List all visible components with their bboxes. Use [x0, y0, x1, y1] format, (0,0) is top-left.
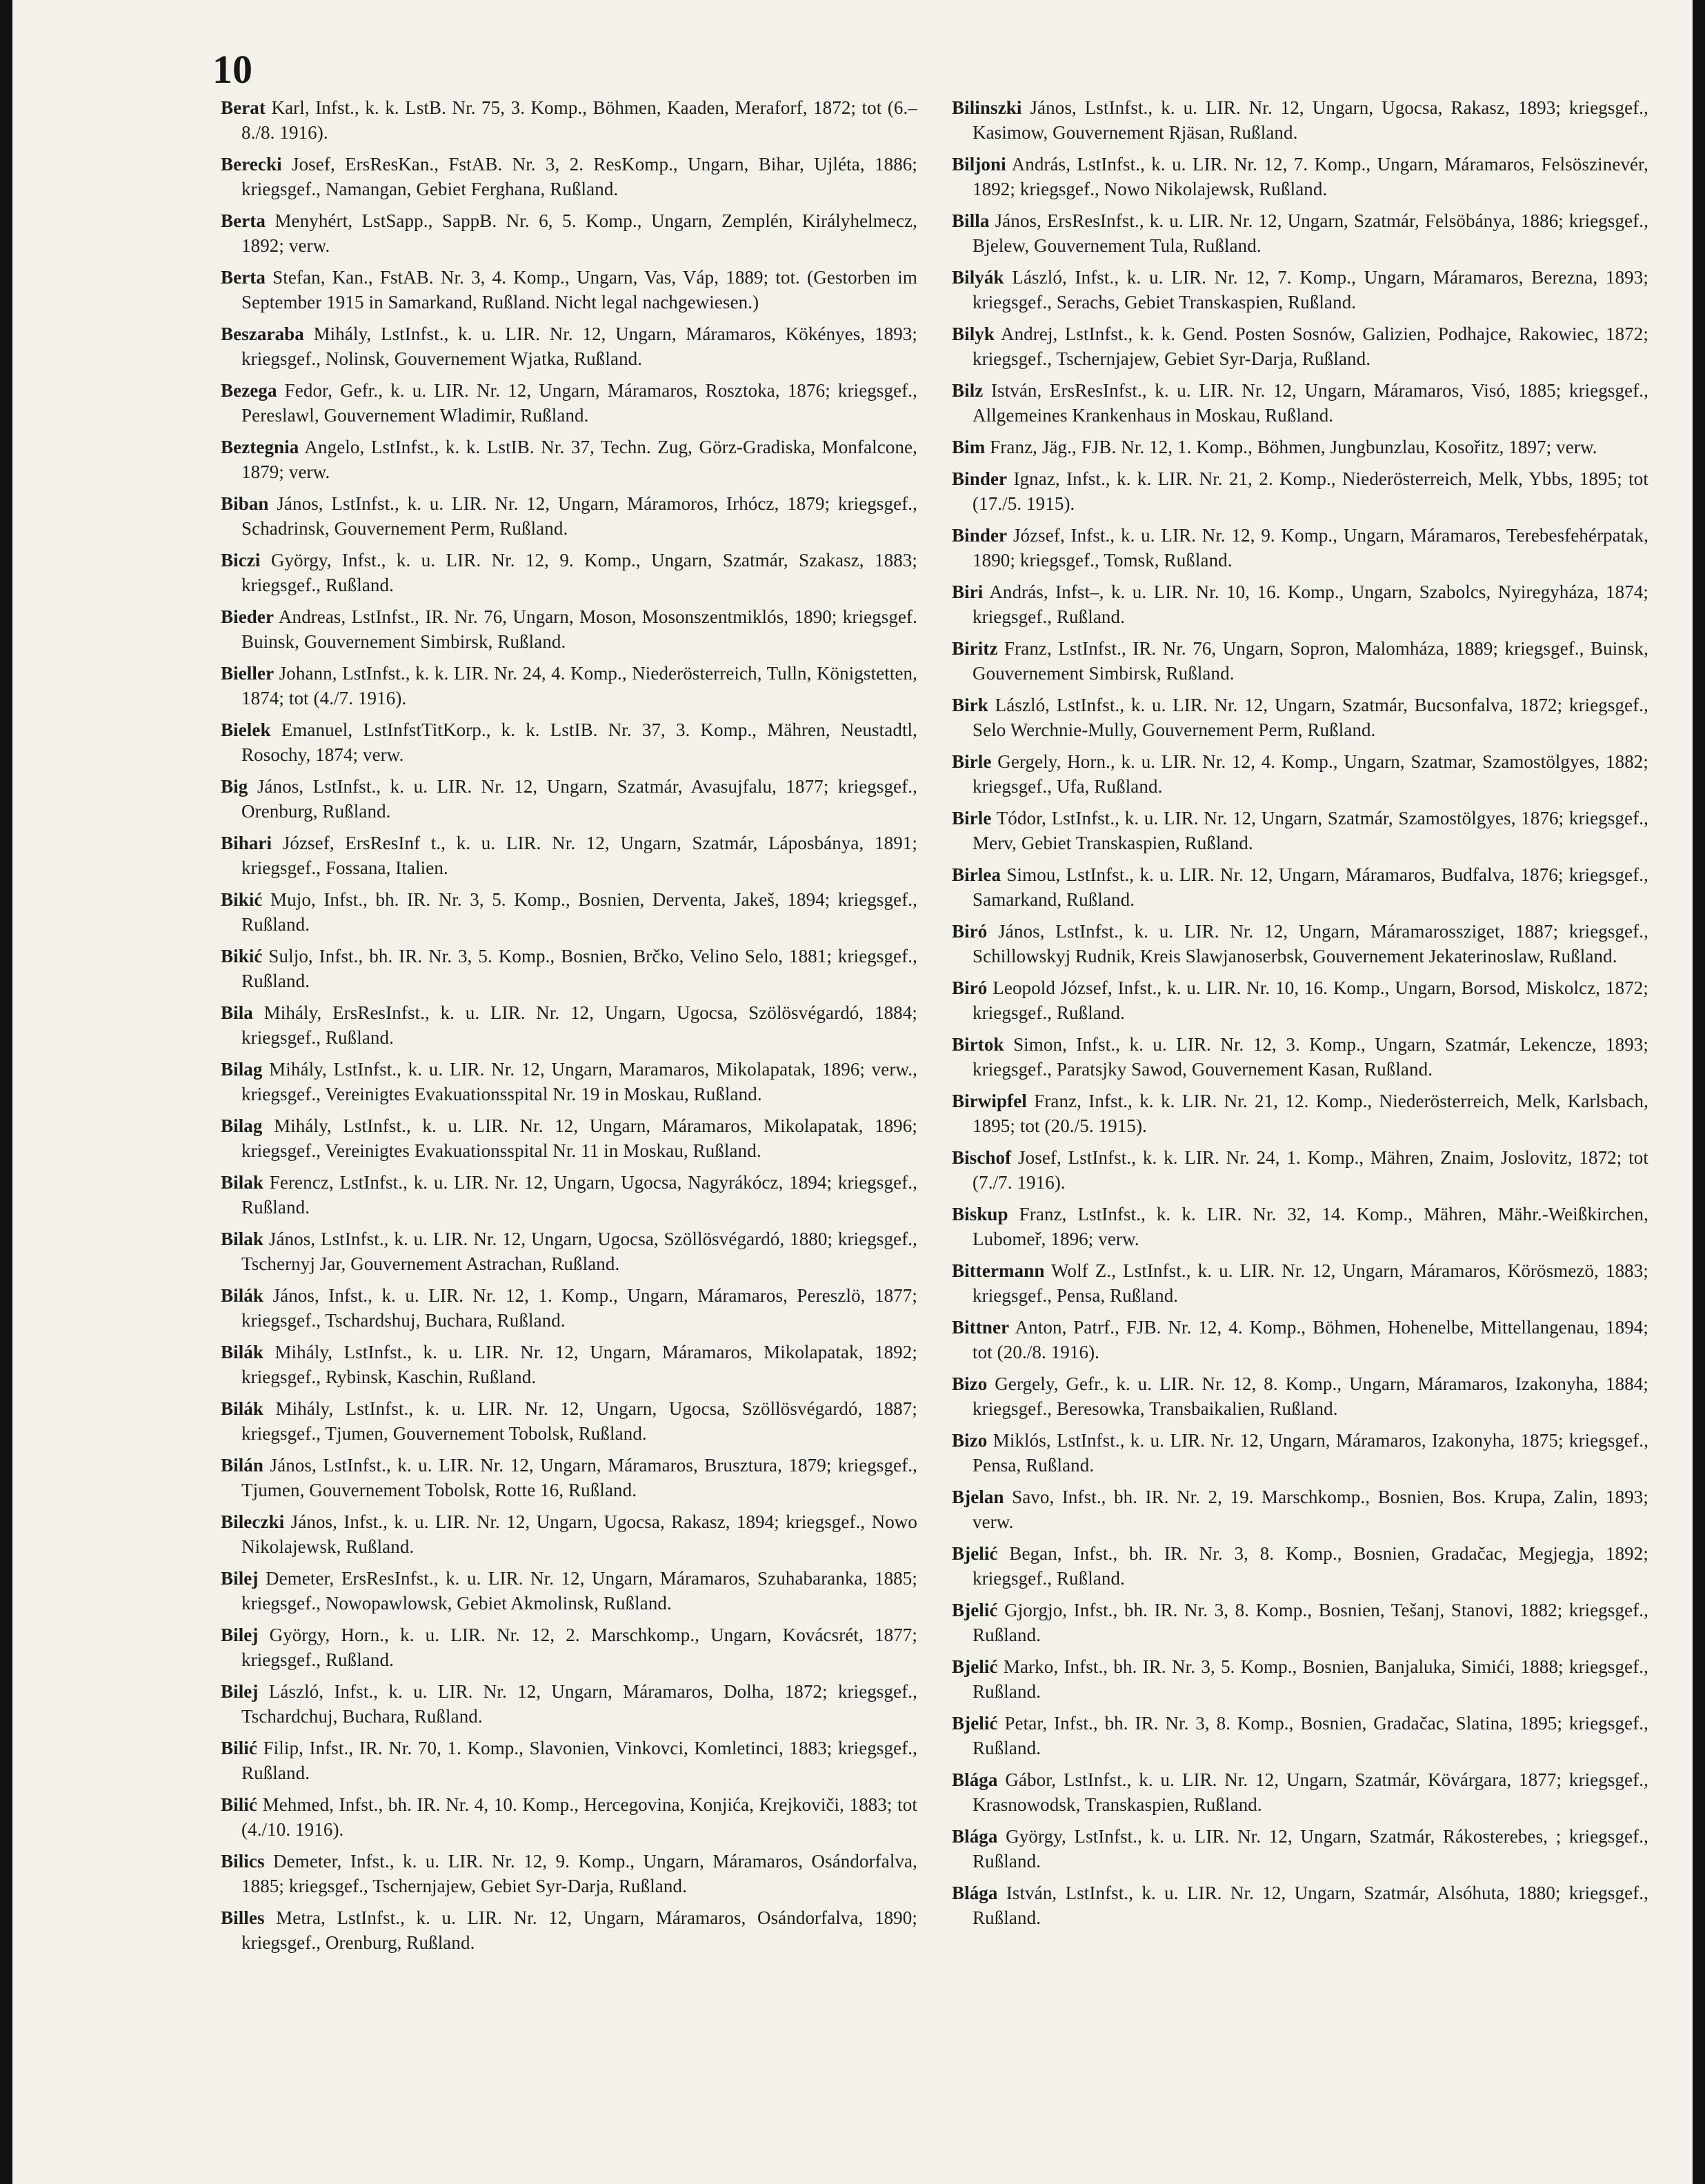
entry-text: Simon, Infst., k. u. LIR. Nr. 12, 3. Komp., Ungarn, Szatmár, Lekencze, 1893; kriegsgef., Paratsjky Sawod, Gouvernement Kasan, Rußland.: [973, 1034, 1649, 1080]
entry-text: Franz, LstInfst., k. k. LIR. Nr. 32, 14. Komp., Mähren, Mähr.-Weißkirchen, Lubomeř, 1896; verw.: [973, 1204, 1648, 1249]
entry-text: Karl, Infst., k. k. LstB. Nr. 75, 3. Komp., Böhmen, Kaaden, Meraforf, 1872; tot (6.–8./8. 1916).: [241, 97, 917, 143]
entry-text: Mihály, LstInfst., k. u. LIR. Nr. 12, Ungarn, Máramaros, Mikolapatak, 1892; kriegsgef., Rybinsk, Kaschin, Rußland.: [241, 1342, 917, 1387]
entry-text: Johann, LstInfst., k. k. LIR. Nr. 24, 4. Komp., Niederösterreich, Tulln, Königstetten, 1874; tot (4./7. 1916).: [241, 663, 917, 708]
entry-surname: Biró: [952, 977, 988, 998]
list-entry: [221, 831, 917, 880]
list-entry: [221, 378, 917, 428]
list-entry: [221, 1057, 917, 1106]
entry-surname: Bittermann: [952, 1260, 1045, 1281]
list-entry: [952, 693, 1648, 742]
list-entry: [221, 944, 917, 993]
entry-text: István, LstInfst., k. u. LIR. Nr. 12, Ungarn, Szatmár, Alsóhuta, 1880; kriegsgef., Rußland.: [973, 1883, 1648, 1928]
entry-text: Miklós, LstInfst., k. u. LIR. Nr. 12, Ungarn, Máramaros, Izakonyha, 1875; kriegsgef., Pensa, Rußland.: [973, 1430, 1648, 1476]
entry-surname: Berat: [221, 97, 266, 118]
entry-text: Demeter, Infst., k. u. LIR. Nr. 12, 9. Komp., Ungarn, Máramaros, Osándorfalva, 1885; kriegsgef., Tschernjajew, Gebiet Syr-Darja, Rußland.: [241, 1851, 917, 1896]
right-column: [952, 95, 1648, 1937]
list-entry: [952, 265, 1648, 315]
list-entry: [221, 1227, 917, 1276]
entry-surname: Bjelić: [952, 1600, 998, 1620]
entry-surname: Berta: [221, 210, 266, 231]
entry-surname: Bittner: [952, 1317, 1010, 1338]
list-entry: [952, 636, 1648, 686]
entry-text: János, LstInfst., k. u. LIR. Nr. 12, Ungarn, Máramaros, Brusztura, 1879; kriegsgef., Tjumen, Gouvernement Tobolsk, Rotte 16, Rußland.: [241, 1455, 917, 1500]
entry-surname: Birlea: [952, 864, 1001, 885]
entry-surname: Bilić: [221, 1794, 257, 1815]
entry-surname: Blága: [952, 1883, 998, 1903]
entry-surname: Bilinszki: [952, 97, 1022, 118]
entry-text: Gergely, Gefr., k. u. LIR. Nr. 12, 8. Komp., Ungarn, Máramaros, Izakonyha, 1884; kriegsgef., Beresowka, Transbaikalien, Rußland.: [973, 1373, 1648, 1419]
entry-text: Demeter, ErsResInfst., k. u. LIR. Nr. 12, Ungarn, Máramaros, Szuhabaranka, 1885; kriegsgef., Nowopawlowsk, Gebiet Akmolinsk, Rußland.: [241, 1568, 917, 1614]
entry-surname: Birk: [952, 695, 988, 715]
entry-text: Petar, Infst., bh. IR. Nr. 3, 8. Komp., Bosnien, Gradačac, Slatina, 1895; kriegsgef., Rußland.: [973, 1713, 1648, 1758]
entry-text: Metra, LstInfst., k. u. LIR. Nr. 12, Ungarn, Máramaros, Osándorfalva, 1890; kriegsgef., Orenburg, Rußland.: [241, 1907, 917, 1953]
entry-text: István, ErsResInfst., k. u. LIR. Nr. 12, Ungarn, Máramaros, Visó, 1885; kriegsgef., Allgemeines Krankenhaus in Moskau, Rußland.: [973, 380, 1648, 426]
list-entry: [952, 1315, 1648, 1364]
entry-surname: Bizo: [952, 1373, 988, 1394]
list-entry: [221, 1792, 917, 1842]
list-entry: [221, 208, 917, 258]
entry-surname: Bjelan: [952, 1487, 1004, 1507]
entry-surname: Billa: [952, 210, 990, 231]
entry-surname: Biri: [952, 582, 984, 602]
entry-text: János, LstInfst., k. u. LIR. Nr. 12, Ungarn, Ugocsa, Rakasz, 1893; kriegsgef., Kasimow, Gouvernement Rjäsan, Rußland.: [973, 97, 1648, 143]
list-entry: [952, 523, 1648, 573]
entry-surname: Bilag: [221, 1059, 263, 1080]
entry-text: Savo, Infst., bh. IR. Nr. 2, 19. Marschkomp., Bosnien, Bos. Krupa, Zalin, 1893; verw.: [973, 1487, 1648, 1532]
list-entry: [221, 265, 917, 315]
entry-text: Mehmed, Infst., bh. IR. Nr. 4, 10. Komp., Hercegovina, Konjića, Krejkoviči, 1883; tot (4./10. 1916).: [241, 1794, 917, 1840]
entry-surname: Bilyk: [952, 324, 995, 344]
list-entry: [221, 1849, 917, 1898]
entry-text: Josef, LstInfst., k. k. LIR. Nr. 24, 1. Komp., Mähren, Znaim, Joslovitz, 1872; tot (7./7. 1916).: [973, 1147, 1648, 1193]
entry-surname: Birle: [952, 808, 992, 828]
list-entry: [952, 806, 1648, 855]
entry-surname: Blága: [952, 1769, 998, 1790]
entry-text: Mihály, LstInfst., k. u. LIR. Nr. 12, Ungarn, Maramaros, Mikolapatak, 1896; verw., kriegsgef., Vereinigtes Evakuationsspital Nr. 19 in Moskau, Rußland.: [241, 1059, 917, 1104]
list-entry: [221, 548, 917, 597]
entry-text: György, Infst., k. u. LIR. Nr. 12, 9. Komp., Ungarn, Szatmár, Szakasz, 1883; kriegsgef., Rußland.: [241, 550, 917, 595]
entry-text: Gjorgjo, Infst., bh. IR. Nr. 3, 8. Komp., Bosnien, Tešanj, Stanovi, 1882; kriegsgef., Rußland.: [973, 1600, 1648, 1645]
entry-text: András, Infst–, k. u. LIR. Nr. 10, 16. Komp., Ungarn, Szabolcs, Nyiregyháza, 1874; kriegsgef., Rußland.: [973, 582, 1648, 627]
entry-text: Josef, ErsResKan., FstAB. Nr. 3, 2. ResKomp., Ungarn, Bihar, Ujléta, 1886; kriegsgef., Namangan, Gebiet Ferghana, Rußland.: [241, 154, 917, 199]
entry-text: Mihály, LstInfst., k. u. LIR. Nr. 12, Ungarn, Máramaros, Kökényes, 1893; kriegsgef., Nolinsk, Gouvernement Wjatka, Rußland.: [241, 324, 917, 369]
list-entry: [221, 1679, 917, 1729]
entry-surname: Bilák: [221, 1285, 264, 1306]
entry-text: András, LstInfst., k. u. LIR. Nr. 12, 7. Komp., Ungarn, Máramaros, Felsöszinevér, 1892; kriegsgef., Nowo Nikolajewsk, Rußland.: [973, 154, 1648, 199]
entry-text: János, LstInfst., k. u. LIR. Nr. 12, Ungarn, Szatmár, Avasujfalu, 1877; kriegsgef., Orenburg, Rußland.: [241, 776, 917, 822]
entry-surname: Bezega: [221, 380, 277, 401]
entry-text: Stefan, Kan., FstAB. Nr. 3, 4. Komp., Ungarn, Vas, Váp, 1889; tot. (Gestorben im September 1915 in Samarkand, Rußland. Nicht legal nachgewiesen.): [241, 267, 917, 312]
entry-text: János, LstInfst., k. u. LIR. Nr. 12, Ungarn, Máramarossziget, 1887; kriegsgef., Schillowskyj Rudnik, Kreis Slawjanoserbsk, Gouvernement Jekaterinoslaw, Rußland.: [973, 921, 1648, 966]
entry-surname: Bihari: [221, 833, 272, 853]
list-entry: [952, 1711, 1648, 1760]
entry-text: József, ErsResInf t., k. u. LIR. Nr. 12, Ungarn, Szatmár, Láposbánya, 1891; kriegsgef., Fossana, Italien.: [241, 833, 917, 878]
entry-surname: Bikić: [221, 946, 263, 966]
list-entry: [221, 95, 917, 145]
list-entry: [952, 95, 1648, 145]
list-entry: [952, 378, 1648, 428]
entry-surname: Bieder: [221, 606, 275, 627]
entry-surname: Berecki: [221, 154, 282, 175]
entry-text: Mihály, LstInfst., k. u. LIR. Nr. 12, Ungarn, Máramaros, Mikolapatak, 1896; kriegsgef., Vereinigtes Evakuationsspital Nr. 11 in Moskau, Rußland.: [241, 1115, 917, 1161]
entry-surname: Biban: [221, 493, 269, 514]
list-entry: [221, 152, 917, 201]
entry-surname: Beszaraba: [221, 324, 304, 344]
entry-text: János, LstInfst., k. u. LIR. Nr. 12, Ungarn, Máramoros, Irhócz, 1879; kriegsgef., Schadrinsk, Gouvernement Perm, Rußland.: [241, 493, 917, 539]
entry-surname: Bila: [221, 1002, 253, 1023]
entry-surname: Birle: [952, 751, 992, 772]
entry-surname: Berta: [221, 267, 266, 288]
list-entry: [952, 1824, 1648, 1874]
entry-surname: Bielek: [221, 719, 271, 740]
entry-text: Mihály, LstInfst., k. u. LIR. Nr. 12, Ungarn, Ugocsa, Szöllösvégardó, 1887; kriegsgef., Tjumen, Gouvernement Tobolsk, Rußland.: [241, 1398, 917, 1444]
entry-text: László, Infst., k. u. LIR. Nr. 12, 7. Komp., Ungarn, Máramaros, Berezna, 1893; kriegsgef., Serachs, Gebiet Transkaspien, Rußland.: [973, 267, 1648, 312]
list-entry: [221, 717, 917, 767]
list-entry: [221, 491, 917, 541]
entry-surname: Blága: [952, 1826, 998, 1847]
entry-surname: Bjelić: [952, 1656, 998, 1677]
entry-text: János, LstInfst., k. u. LIR. Nr. 12, Ungarn, Ugocsa, Szöllösvégardó, 1880; kriegsgef., Tschernyj Jar, Gouvernement Astrachan, Rußland.: [241, 1229, 917, 1274]
entry-surname: Bischof: [952, 1147, 1012, 1168]
list-entry: [952, 435, 1648, 459]
list-entry: [952, 862, 1648, 912]
entry-surname: Bilz: [952, 380, 984, 401]
entry-text: János, Infst., k. u. LIR. Nr. 12, 1. Komp., Ungarn, Máramaros, Pereszlö, 1877; kriegsgef., Tschardshuj, Buchara, Rußland.: [241, 1285, 917, 1331]
entry-surname: Binder: [952, 525, 1008, 546]
entry-surname: Billes: [221, 1907, 265, 1928]
entry-text: Franz, Infst., k. k. LIR. Nr. 21, 12. Komp., Niederösterreich, Melk, Karlsbach, 1895; tot (20./5. 1915).: [973, 1091, 1648, 1136]
list-entry: [221, 1509, 917, 1559]
entry-surname: Biró: [952, 921, 988, 942]
entry-surname: Bilak: [221, 1172, 264, 1193]
entry-text: Emanuel, LstInfstTitKorp., k. k. LstIB. Nr. 37, 3. Komp., Mähren, Neustadtl, Rosochy, 1874; verw.: [241, 719, 917, 765]
list-entry: [221, 321, 917, 371]
entry-text: Simou, LstInfst., k. u. LIR. Nr. 12, Ungarn, Máramaros, Budfalva, 1876; kriegsgef., Samarkand, Rußland.: [973, 864, 1648, 910]
entry-surname: Bim: [952, 437, 986, 457]
list-entry: [952, 1541, 1648, 1591]
list-entry: [221, 1736, 917, 1785]
entry-text: János, Infst., k. u. LIR. Nr. 12, Ungarn, Ugocsa, Rakasz, 1894; kriegsgef., Nowo Nikolajewsk, Rußland.: [241, 1511, 917, 1557]
list-entry: [221, 887, 917, 937]
list-entry: [952, 1880, 1648, 1930]
entry-surname: Bilák: [221, 1342, 264, 1362]
list-entry: [221, 1905, 917, 1955]
list-entry: [952, 749, 1648, 799]
entry-text: László, LstInfst., k. u. LIR. Nr. 12, Ungarn, Szatmár, Bucsonfalva, 1872; kriegsgef., Selo Werchnie-Mully, Gouvernement Perm, Rußland.: [973, 695, 1648, 740]
list-entry: [952, 975, 1648, 1025]
entry-surname: Bilák: [221, 1398, 264, 1419]
entry-surname: Bizo: [952, 1430, 988, 1451]
list-entry: [952, 1598, 1648, 1647]
entry-text: Marko, Infst., bh. IR. Nr. 3, 5. Komp., Bosnien, Banjaluka, Simići, 1888; kriegsgef., Rußland.: [973, 1656, 1649, 1702]
entry-surname: Biskup: [952, 1204, 1008, 1224]
entry-surname: Bjelić: [952, 1713, 998, 1734]
entry-text: Anton, Patrf., FJB. Nr. 12, 4. Komp., Böhmen, Hohenelbe, Mittellangenau, 1894; tot (20./8. 1916).: [973, 1317, 1648, 1362]
list-entry: [952, 208, 1648, 258]
entry-surname: Bilán: [221, 1455, 264, 1476]
entry-surname: Bilić: [221, 1738, 257, 1758]
entry-surname: Bilej: [221, 1681, 259, 1702]
list-entry: [221, 1340, 917, 1389]
entry-text: Mujo, Infst., bh. IR. Nr. 3, 5. Komp., Bosnien, Derventa, Jakeš, 1894; kriegsgef., Rußland.: [241, 889, 917, 935]
list-entry: [952, 1202, 1648, 1251]
entry-text: Franz, LstInfst., IR. Nr. 76, Ungarn, Sopron, Malomháza, 1889; kriegsgef., Buinsk, Gouvernement Simbirsk, Rußland.: [973, 638, 1648, 684]
entry-surname: Bjelić: [952, 1543, 998, 1564]
entry-text: Ignaz, Infst., k. k. LIR. Nr. 21, 2. Komp., Niederösterreich, Melk, Ybbs, 1895; tot (17./5. 1915).: [973, 468, 1648, 514]
list-entry: [221, 661, 917, 711]
entry-surname: Bilyák: [952, 267, 1004, 288]
entry-surname: Bikić: [221, 889, 263, 910]
entry-text: Mihály, ErsResInfst., k. u. LIR. Nr. 12, Ungarn, Ugocsa, Szölösvégardó, 1884; kriegsgef., Rußland.: [241, 1002, 917, 1048]
entry-surname: Bilak: [221, 1229, 264, 1249]
list-entry: [221, 1113, 917, 1163]
list-entry: [952, 152, 1648, 201]
entry-text: Ferencz, LstInfst., k. u. LIR. Nr. 12, Ungarn, Ugocsa, Nagyrákócz, 1894; kriegsgef., Rußland.: [241, 1172, 917, 1218]
list-entry: [221, 1000, 917, 1050]
list-entry: [952, 321, 1648, 371]
entry-text: József, Infst., k. u. LIR. Nr. 12, 9. Komp., Ungarn, Máramaros, Terebesfehérpatak, 1890; kriegsgef., Tomsk, Rußland.: [973, 525, 1648, 570]
list-entry: [952, 1089, 1648, 1138]
entry-surname: Big: [221, 776, 248, 797]
list-entry: [221, 1170, 917, 1220]
list-entry: [221, 1566, 917, 1616]
entry-surname: Binder: [952, 468, 1008, 489]
entry-text: Angelo, LstInfst., k. k. LstIB. Nr. 37, Techn. Zug, Görz-Gradiska, Monfalcone, 1879; verw.: [241, 437, 917, 482]
list-entry: [221, 1396, 917, 1446]
list-entry: [952, 1654, 1648, 1704]
entry-text: Andrej, LstInfst., k. k. Gend. Posten Sosnów, Galizien, Podhajce, Rakowiec, 1872; kriegsgef., Tschernjajew, Gebiet Syr-Darja, Rußland.: [973, 324, 1648, 369]
entry-surname: Bileczki: [221, 1511, 285, 1532]
entry-surname: Bilej: [221, 1568, 259, 1589]
entry-text: László, Infst., k. u. LIR. Nr. 12, Ungarn, Máramaros, Dolha, 1872; kriegsgef., Tschardchuj, Buchara, Rußland.: [241, 1681, 917, 1727]
list-entry: [952, 1145, 1648, 1195]
entry-text: Leopold József, Infst., k. u. LIR. Nr. 10, 16. Komp., Ungarn, Borsod, Miskolcz, 1872; kriegsgef., Rußland.: [973, 977, 1648, 1023]
entry-text: Began, Infst., bh. IR. Nr. 3, 8. Komp., Bosnien, Gradačac, Megjegja, 1892; kriegsgef., Rußland.: [973, 1543, 1648, 1589]
entry-surname: Bilag: [221, 1115, 263, 1136]
entry-surname: Birtok: [952, 1034, 1004, 1055]
entry-surname: Bilej: [221, 1625, 259, 1645]
left-column: [221, 95, 917, 1962]
entry-surname: Birwipfel: [952, 1091, 1027, 1111]
list-entry: [952, 1032, 1648, 1082]
list-entry: [952, 919, 1648, 969]
list-entry: [952, 579, 1648, 629]
entry-text: György, LstInfst., k. u. LIR. Nr. 12, Ungarn, Szatmár, Rákosterebes, ; kriegsgef., Rußland.: [973, 1826, 1648, 1872]
list-entry: [952, 1258, 1648, 1308]
entry-text: Fedor, Gefr., k. u. LIR. Nr. 12, Ungarn, Máramaros, Rosztoka, 1876; kriegsgef., Pereslawl, Gouvernement Wladimir, Rußland.: [241, 380, 917, 426]
list-entry: [952, 1428, 1648, 1478]
entry-text: Gábor, LstInfst., k. u. LIR. Nr. 12, Ungarn, Szatmár, Kövárgara, 1877; kriegsgef., Krasnowodsk, Transkaspien, Rußland.: [973, 1769, 1648, 1815]
list-entry: [952, 1767, 1648, 1817]
list-entry: [952, 1371, 1648, 1421]
list-entry: [221, 774, 917, 824]
list-entry: [221, 604, 917, 654]
entry-text: Suljo, Infst., bh. IR. Nr. 3, 5. Komp., Bosnien, Brčko, Velino Selo, 1881; kriegsgef., Rußland.: [241, 946, 917, 991]
list-entry: [221, 435, 917, 484]
list-entry: [221, 1453, 917, 1502]
list-entry: [221, 1622, 917, 1672]
entry-text: Menyhért, LstSapp., SappB. Nr. 6, 5. Komp., Ungarn, Zemplén, Királyhelmecz, 1892; verw.: [241, 210, 917, 256]
entry-text: Franz, Jäg., FJB. Nr. 12, 1. Komp., Böhmen, Jungbunzlau, Kosořitz, 1897; verw.: [990, 437, 1597, 457]
list-entry: [952, 1485, 1648, 1534]
list-entry: [952, 466, 1648, 516]
page-number: 10: [212, 47, 252, 92]
entry-text: Andreas, LstInfst., IR. Nr. 76, Ungarn, Moson, Mosonszentmiklós, 1890; kriegsgef. Buinsk, Gouvernement Simbirsk, Rußland.: [241, 606, 917, 652]
entry-surname: Beztegnia: [221, 437, 299, 457]
entry-surname: Bilics: [221, 1851, 265, 1872]
entry-surname: Bieller: [221, 663, 275, 684]
entry-text: Filip, Infst., IR. Nr. 70, 1. Komp., Slavonien, Vinkovci, Komletinci, 1883; kriegsgef., Rußland.: [241, 1738, 917, 1783]
entry-text: Wolf Z., LstInfst., k. u. LIR. Nr. 12, Ungarn, Máramaros, Körösmezö, 1883; kriegsgef., Pensa, Rußland.: [973, 1260, 1648, 1306]
entry-text: János, ErsResInfst., k. u. LIR. Nr. 12, Ungarn, Szatmár, Felsöbánya, 1886; kriegsgef., Bjelew, Gouvernement Tula, Rußland.: [973, 210, 1648, 256]
entry-text: Tódor, LstInfst., k. u. LIR. Nr. 12, Ungarn, Szatmár, Szamostölgyes, 1876; kriegsgef., Merv, Gebiet Transkaspien, Rußland.: [973, 808, 1648, 853]
document-page: [12, 0, 1693, 2184]
entry-surname: Biljoni: [952, 154, 1006, 175]
entry-text: Gergely, Horn., k. u. LIR. Nr. 12, 4. Komp., Ungarn, Szatmar, Szamostölgyes, 1882; kriegsgef., Ufa, Rußland.: [973, 751, 1648, 797]
entry-surname: Biritz: [952, 638, 998, 659]
entry-text: György, Horn., k. u. LIR. Nr. 12, 2. Marschkomp., Ungarn, Kovácsrét, 1877; kriegsgef., Rußland.: [241, 1625, 917, 1670]
list-entry: [221, 1283, 917, 1333]
entry-surname: Biczi: [221, 550, 261, 570]
